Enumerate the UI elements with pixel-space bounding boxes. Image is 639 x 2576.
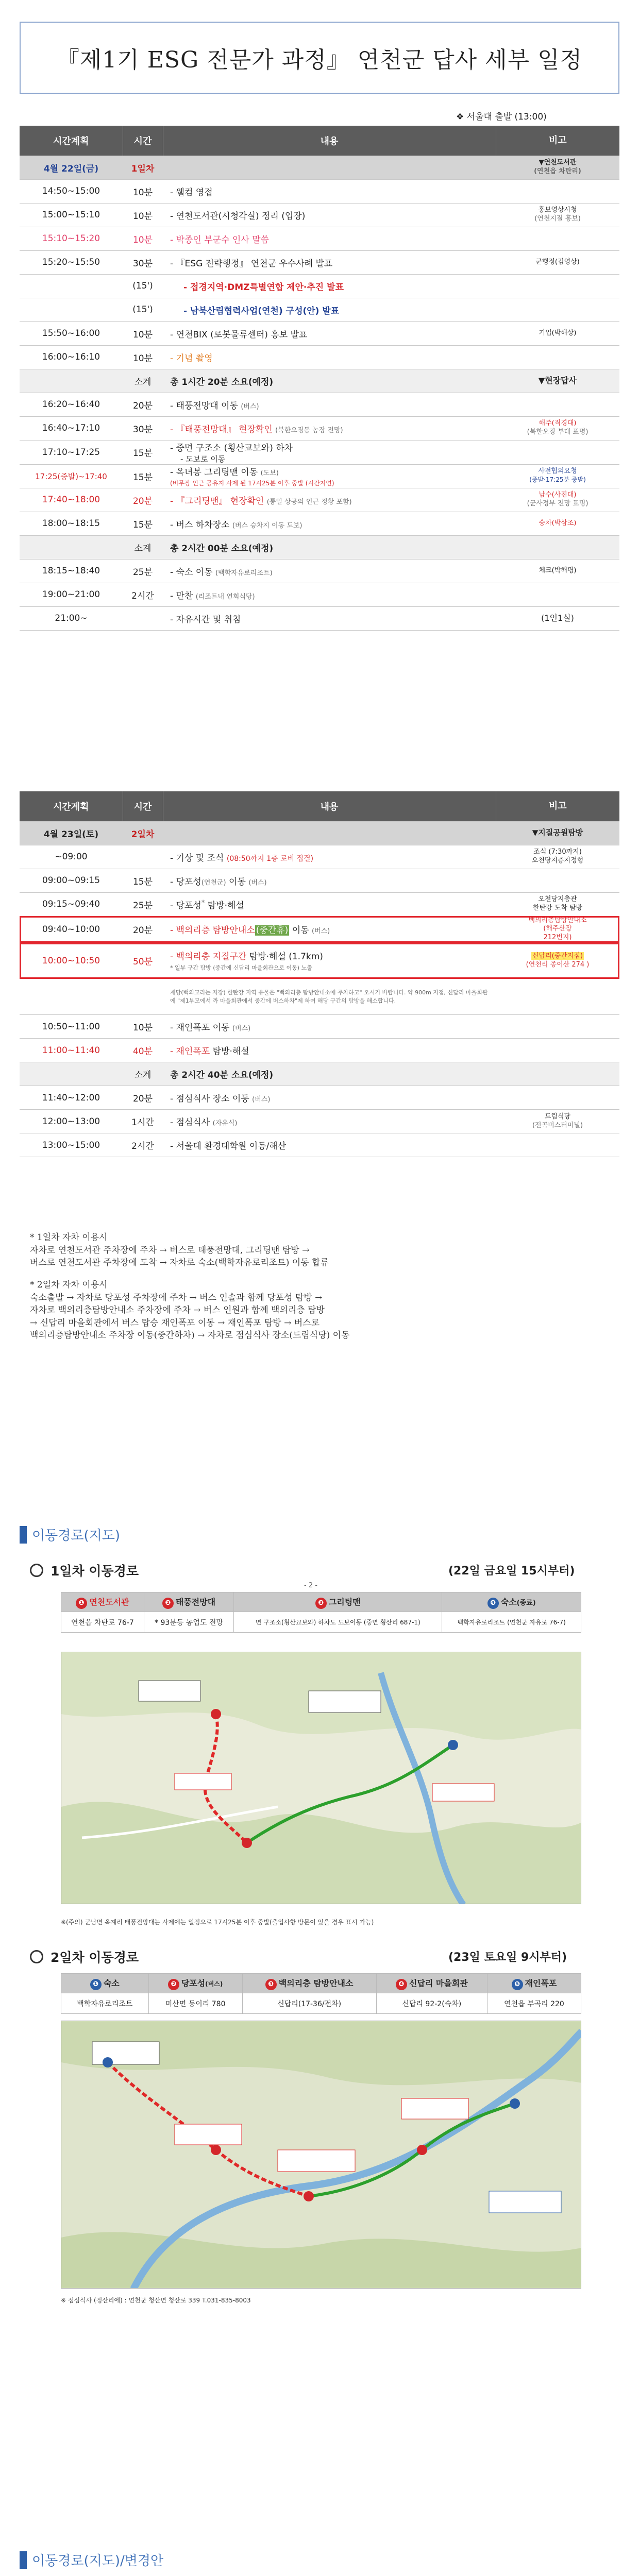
subtotal-row: 소계 총 2시간 40분 소요(예정) (20, 1062, 619, 1086)
stop-2: ❷ 태풍전망대 (144, 1592, 233, 1612)
col-header-content: 내용 (163, 791, 496, 821)
table-row: 17:10~17:25 15분 - 중면 구조소 (횡산교보와) 하차 - 도보로 이동 (20, 440, 619, 464)
table-row: 16:20~16:40 20분 - 태풍전망대 이동 (버스) (20, 393, 619, 416)
section-heading-map-alt: 이동경로(지도)/변경안 (20, 2550, 163, 2569)
day-note: ▼지질공원탐방 (496, 821, 619, 845)
table-row: 15:00~15:10 10분 - 연천도서관(시청각실) 정리 (입장) 홍보영상시청 (연천지질 홍보) (20, 203, 619, 227)
table-row: 16:40~17:10 30분 - 『태풍전망대』 현장확인 (북한오징동 농장 전망) 해주(직경대) (북한오징 부대 표명) (20, 416, 619, 440)
table-row: 09:15~09:40 25분 - 당포성* 탐방·해설 오천당지층관 한탄강 도착 탐방 (20, 892, 619, 916)
day-note: ▼연천도서관 (연천읍 차탄리) (496, 156, 619, 179)
table-row: 17:40~18:00 20분 - 『그리팅맨』 현장확인 (통일 상공의 인근 정황 포함) 남수(사진대) (군사정부 전망 표명) (20, 488, 619, 512)
table-row: 제당(백의교리는 저장) 한탄강 지역 유물은 "백의리층 탐방안내소에 주차하고" 오시기 바랍니다. 약 900m 지점, 신답리 마을회관에 "제1부모에서 까 마을회관에서 중간에 버스하차"제 하여 해당 구간의 탐방을 해소합니다. (20, 979, 619, 1015)
schedule-table-day1 (20, 126, 619, 631)
table-row: 11:00~11:40 40분 - 재인폭포 탐방·해설 (20, 1039, 619, 1062)
depart-note: ❖ 서울대 출발 (13:00) (456, 112, 547, 122)
table-row-highlighted: 09:40~10:00 20분 - 백의리층 탐방안내소 (중간휴) 이동 (버스) 백의리층탐방안내소 (해주산장 212번지) (20, 916, 619, 943)
route2-heading: 2일차 이동경로 (30, 1947, 139, 1966)
route2-stops: ❶ 숙소 ❷ 당포성(버스) ❸ 백의리층 탐방안내소 ❹ 신답리 마을회관 ❺ 재인폭포 백학자유로리조트 미산면 동이리 780 신답리(17-36/전차) 신답리 92-2(숙차) 연천읍 부곡리 220 (61, 1973, 581, 2014)
table-row: 18:15~18:40 25분 - 숙소 이동 (백학자유로리조트) 체크(박해평) (20, 559, 619, 583)
self-drive-notes: * 1일차 자차 이용시 자차로 연천도서관 주차장에 주차 → 버스로 태풍전망대, 그리팅맨 탐방 → 버스로 연천도서관 주차장에 도착 → 자차로 숙소(백학자유로리조트) 이동 합류 * 2일차 자차 이용시 숙소출발 → 자차로 당포성 주차장에 주차 → 버스 인솔과 함께 당포성 탐방 → 자차로 백의리층탐방안내소 주차장에 주차 → 버스 인원과 함께 백의리층 탐방 → 신답리 마을회관에서 버스 탑승 재인폭포 이동 → 재인폭포 탐방 → 버스로 백의리층탐방안내소 주차장 이동(중간하차) → 자차로 점심식사 장소(드림식당) 이동 (30, 1232, 350, 1341)
day-number: 1일차 (123, 156, 163, 179)
table-row: 15:20~15:50 30분 - 『ESG 전략행정』 연천군 우수사례 발표 군행정(김영상) (20, 250, 619, 274)
stop-4: ❹ 숙소(종료) (442, 1592, 581, 1612)
route1-date: (22일 금요일 15시부터) (448, 1565, 575, 1578)
table-row: 17:25(중발)~17:40 15분 - 옥녀봉 그리팅맨 이동 (도보) (비무장 인근 공유지 사제 된 17시25분 이후 중발 (시간지연) 사전협의요청 (중발·17:25분 중발) (20, 464, 619, 488)
stop-4: ❹ 신답리 마을회관 (376, 1974, 487, 1993)
page-title: 『제1기 ESG 전문가 과정』 연천군 답사 세부 일정 (20, 22, 619, 94)
table-row: 14:50~15:00 10분 - 웰컴 영접 (20, 179, 619, 203)
subtotal-row: 소계 총 1시간 20분 소요(예정) ▼현장답사 (20, 369, 619, 393)
day-label: 4월 23일(토) (20, 821, 123, 845)
route1-heading: 1일차 이동경로 (30, 1561, 139, 1580)
route2-footnote: ※ 점심식사 (정산리에) : 연천군 청산면 청산로 339 T.031-835-8003 (61, 2297, 251, 2304)
table-row: 15:10~15:20 10분 - 박종인 부군수 인사 말씀 (20, 227, 619, 250)
col-header-time: 시간계획 (20, 791, 123, 821)
col-header-note: 비고 (496, 126, 619, 156)
route1-map (61, 1652, 581, 1904)
stop-3: ❸ 그리팅맨 (234, 1592, 442, 1612)
table-row: 13:00~15:00 2시간 - 서울대 환경대학원 이동/해산 (20, 1133, 619, 1157)
page-number: - 2 - (304, 1582, 317, 1589)
table-row: 21:00~ - 자유시간 및 취침 (1인1실) (20, 606, 619, 630)
table-row: 09:00~09:15 15분 - 당포성(연천군) 이동 (버스) (20, 869, 619, 892)
subtotal-row: 소계 총 2시간 00분 소요(예정) (20, 535, 619, 559)
table-row: (15') - 접경지역·DMZ특별연합 제안·추진 발표 (20, 274, 619, 298)
table-row: ~09:00 - 기상 및 조식 (08:50까지 1층 로비 집결) 조식 (7:30까지) 오천당지층지정형 (20, 845, 619, 869)
col-header-time: 시간계획 (20, 126, 123, 156)
section-heading-map: 이동경로(지도) (20, 1525, 120, 1544)
stop-5: ❺ 재인폭포 (487, 1974, 581, 1993)
table-row: 18:00~18:15 15분 - 버스 하차장소 (버스 승차지 이동 도보) 승차(박삼조) (20, 512, 619, 535)
col-header-content: 내용 (163, 126, 496, 156)
schedule-table-day2 (20, 791, 619, 1157)
stop-1: ❶ 연천도서관 (61, 1592, 144, 1612)
stop-1: ❶ 숙소 (61, 1974, 149, 1993)
stop-3: ❸ 백의리층 탐방안내소 (242, 1974, 376, 1993)
day-label: 4월 22일(금) (20, 156, 123, 179)
col-header-duration: 시간 (123, 791, 163, 821)
table-row: 15:50~16:00 10분 - 연천BIX (로봇물류센터) 홍보 발표 기업(박해상) (20, 321, 619, 345)
table-row: 11:40~12:00 20분 - 점심식사 장소 이동 (버스) (20, 1086, 619, 1110)
table-row: (15') - 남북산림협력사업(연천) 구성(안) 발표 (20, 298, 619, 321)
table-row: 12:00~13:00 1시간 - 점심식사 (자유식) 드림식당 (전곡버스터미널) (20, 1110, 619, 1133)
stop-2: ❷ 당포성(버스) (148, 1974, 242, 1993)
col-header-note: 비고 (496, 791, 619, 821)
route1-footnote: ※(주의) 군남면 옥계리 태풍전망대는 사제에는 일정으로 17시25분 이후 중발(출입사항 방문이 있을 경우 표시 가능) (61, 1919, 374, 1926)
day-number: 2일차 (123, 821, 163, 845)
table-row: 10:50~11:00 10분 - 재인폭포 이동 (버스) (20, 1015, 619, 1039)
table-row-highlighted: 10:00~10:50 50분 - 백의리층 지질구간 탐방·해설 (1.7km) * 일부 구간 탐방 (중간에 신답리 마을회관으로 이동) 노출 신답리(중간지점) (연천리 종이산 274 ) (20, 943, 619, 979)
route2-map (61, 2021, 581, 2289)
route1-stops: ❶ 연천도서관 ❷ 태풍전망대 ❸ 그리팅맨 ❹ 숙소(종료) 연천읍 차탄로 76-7 * 93분등 농업도 전망 면 구조소(횡산교보와) 하차도 도보이동 (중면 횡산리 687-1) 백학자유로리조트 (연천군 자유로 76-7) (61, 1592, 581, 1633)
table-row: 16:00~16:10 10분 - 기념 촬영 (20, 345, 619, 369)
route2-date: (23일 토요일 9시부터) (448, 1951, 567, 1964)
col-header-duration: 시간 (123, 126, 163, 156)
table-row: 19:00~21:00 2시간 - 만찬 (리조트내 연회식당) (20, 583, 619, 606)
